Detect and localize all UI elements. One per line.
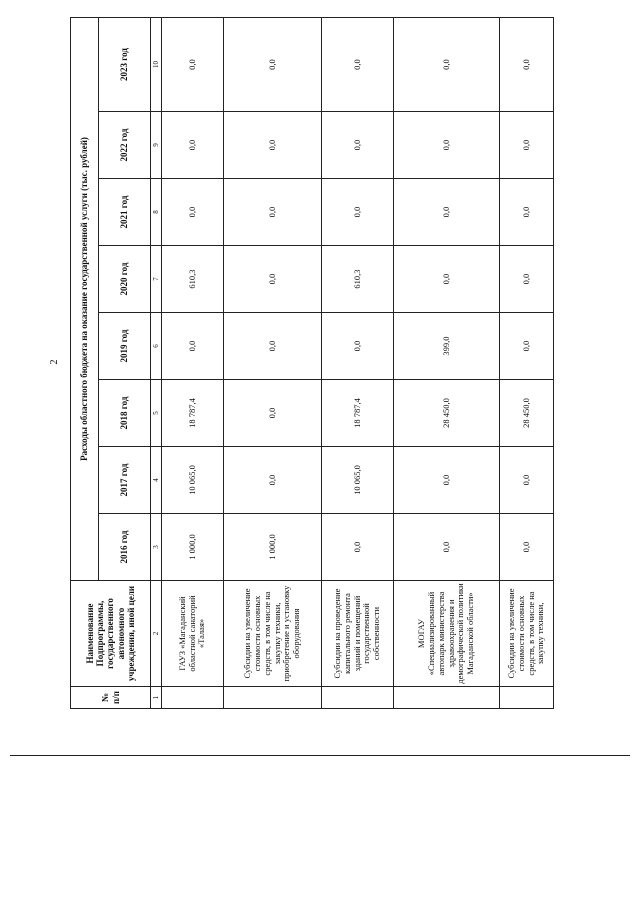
value-cell: 0,0 xyxy=(500,313,554,380)
column-number: 6 xyxy=(151,313,162,380)
column-number: 3 xyxy=(151,514,162,581)
group-header: Расходы областного бюджета на оказание государственной услуги (тыс. рублей) xyxy=(71,17,99,580)
value-cell: 0,0 xyxy=(224,313,322,380)
value-cell: 0,0 xyxy=(224,179,322,246)
year-header: 2017 год xyxy=(99,447,151,514)
value-cell: 0,0 xyxy=(162,112,224,179)
value-cell: 10 065,0 xyxy=(162,447,224,514)
separator-line xyxy=(10,755,630,756)
column-number: 5 xyxy=(151,380,162,447)
table-row xyxy=(322,17,394,708)
row-name-cell: МОГАУ «Специализированный автопарк министерства здравоохранения и демографической политики Магаданской области» xyxy=(394,581,500,687)
value-cell: 0,0 xyxy=(394,246,500,313)
value-cell: 0,0 xyxy=(500,112,554,179)
year-header: 2020 год xyxy=(99,246,151,313)
value-cell: 0,0 xyxy=(500,246,554,313)
value-cell: 0,0 xyxy=(322,313,394,380)
table-container xyxy=(70,18,546,709)
rotated-table xyxy=(70,18,546,709)
value-cell: 0,0 xyxy=(162,313,224,380)
column-number: 9 xyxy=(151,112,162,179)
value-cell: 28 450,0 xyxy=(394,380,500,447)
value-cell: 0,0 xyxy=(224,17,322,111)
col-no-header: № п/п xyxy=(71,687,151,709)
value-cell: 399,0 xyxy=(394,313,500,380)
table-row xyxy=(500,17,554,708)
column-number: 4 xyxy=(151,447,162,514)
year-header: 2021 год xyxy=(99,179,151,246)
row-number-cell xyxy=(162,687,224,709)
value-cell: 0,0 xyxy=(322,17,394,111)
page-number: 2 xyxy=(49,359,60,365)
col-name-header: Наименование Подпрограммы, государственного автономного учреждения, иной цели xyxy=(71,581,151,687)
value-cell: 0,0 xyxy=(394,447,500,514)
table-row xyxy=(394,17,500,708)
year-header: 2022 год xyxy=(99,112,151,179)
year-header: 2016 год xyxy=(99,514,151,581)
value-cell: 28 450,0 xyxy=(500,380,554,447)
value-cell: 0,0 xyxy=(394,179,500,246)
row-number-cell xyxy=(500,687,554,709)
row-name-cell: ГАУЗ «Магаданский областной санаторий «Талая» xyxy=(162,581,224,687)
column-number: 10 xyxy=(151,17,162,111)
year-header: 2023 год xyxy=(99,17,151,111)
column-number: 1 xyxy=(151,687,162,709)
value-cell: 0,0 xyxy=(322,112,394,179)
column-number: 8 xyxy=(151,179,162,246)
value-cell: 18 787,4 xyxy=(322,380,394,447)
value-cell: 0,0 xyxy=(224,447,322,514)
year-header: 2019 год xyxy=(99,313,151,380)
value-cell: 1 000,0 xyxy=(224,514,322,581)
value-cell: 0,0 xyxy=(394,514,500,581)
row-name-cell: Субсидии на проведение капитального ремонта зданий и помещений государственной собственности xyxy=(322,581,394,687)
year-header: 2018 год xyxy=(99,380,151,447)
column-number: 2 xyxy=(151,581,162,687)
column-number: 7 xyxy=(151,246,162,313)
budget-table xyxy=(70,17,554,709)
value-cell: 0,0 xyxy=(500,514,554,581)
value-cell: 0,0 xyxy=(224,112,322,179)
value-cell: 0,0 xyxy=(322,514,394,581)
value-cell: 10 065,0 xyxy=(322,447,394,514)
value-cell: 610,3 xyxy=(322,246,394,313)
value-cell: 0,0 xyxy=(162,179,224,246)
value-cell: 0,0 xyxy=(500,17,554,111)
value-cell: 0,0 xyxy=(224,380,322,447)
value-cell: 1 000,0 xyxy=(162,514,224,581)
value-cell: 18 787,4 xyxy=(162,380,224,447)
value-cell: 610,3 xyxy=(162,246,224,313)
value-cell: 0,0 xyxy=(394,17,500,111)
table-row xyxy=(224,17,322,708)
row-name-cell: Субсидии на увеличение стоимости основных средств, в том числе на закупку техники, приобретение и установку оборудования xyxy=(224,581,322,687)
row-name-cell: Субсидии на увеличение стоимости основных средств, в том числе на закупку техники, xyxy=(500,581,554,687)
value-cell: 0,0 xyxy=(500,447,554,514)
value-cell: 0,0 xyxy=(224,246,322,313)
row-number-cell xyxy=(224,687,322,709)
value-cell: 0,0 xyxy=(500,179,554,246)
table-row xyxy=(162,17,224,708)
row-number-cell xyxy=(394,687,500,709)
value-cell: 0,0 xyxy=(394,112,500,179)
row-number-cell xyxy=(322,687,394,709)
value-cell: 0,0 xyxy=(162,17,224,111)
value-cell: 0,0 xyxy=(322,179,394,246)
